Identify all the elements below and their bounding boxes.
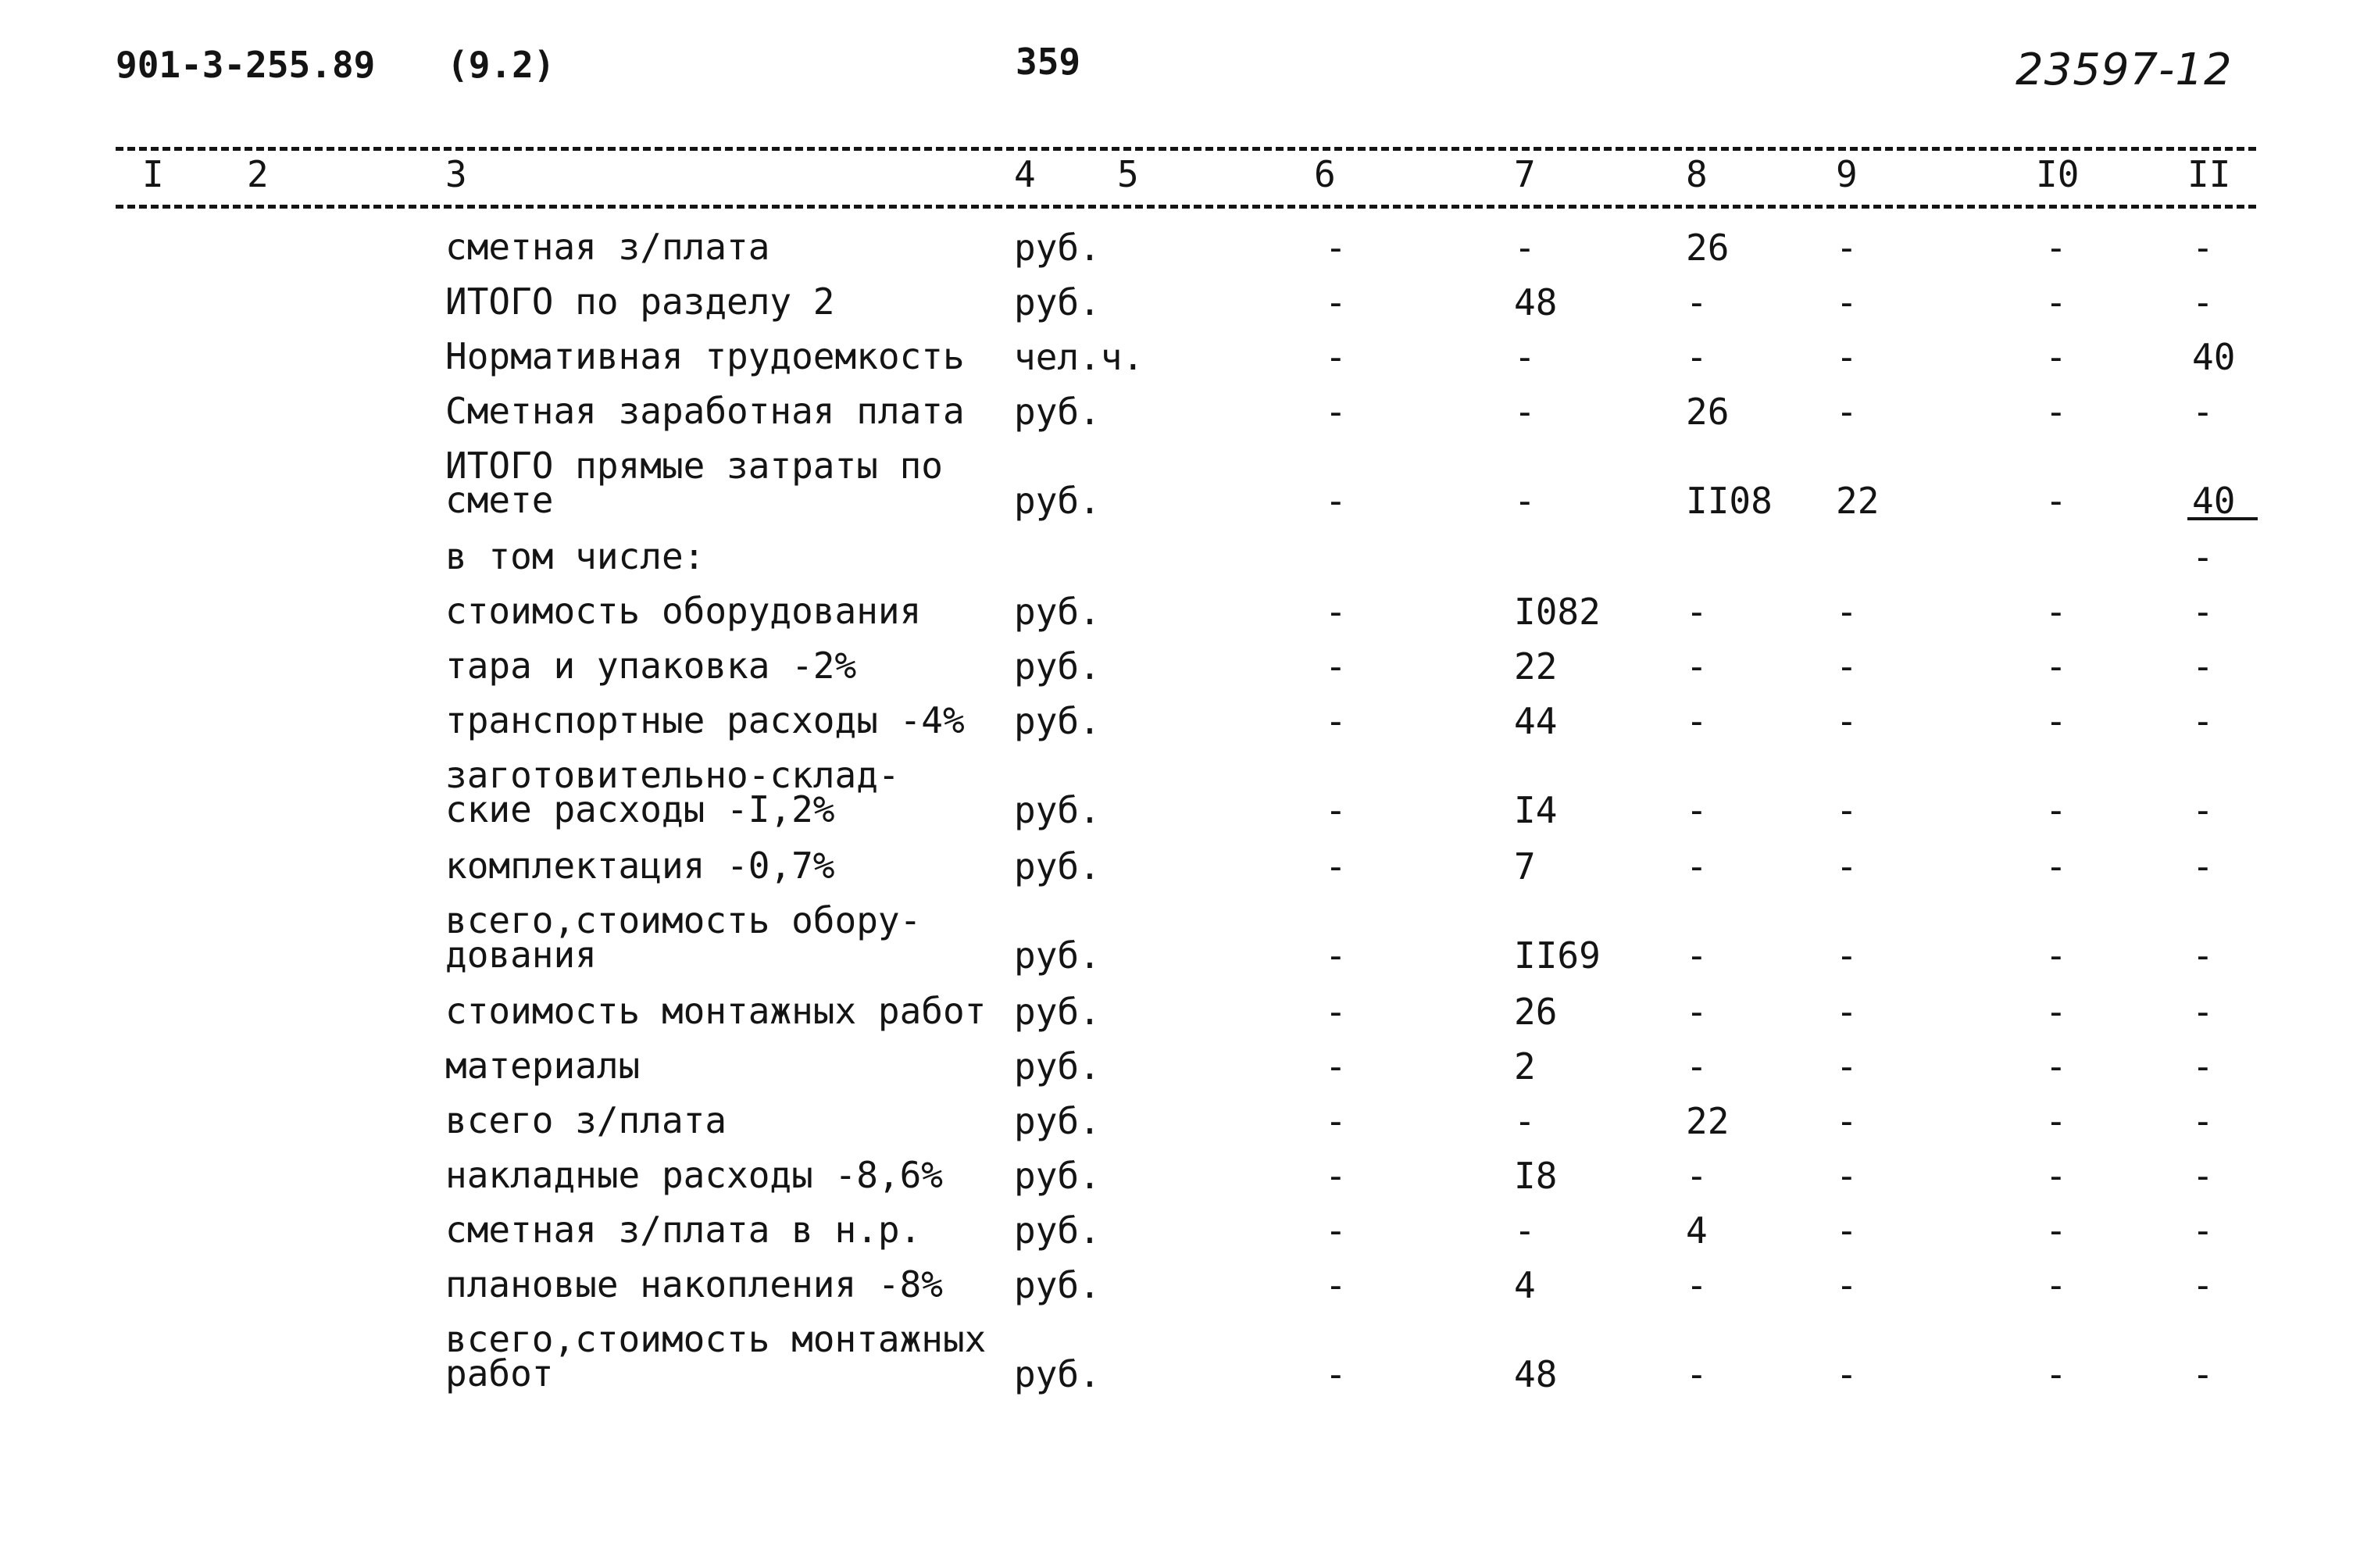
cell-c11: -: [2192, 789, 2214, 831]
cell-c11: -: [2192, 1209, 2214, 1252]
cell-c10: -: [2045, 845, 2067, 888]
cell-c9: 22: [1836, 480, 1880, 522]
row-description: ские расходы -I,2%: [445, 788, 835, 830]
cell-c6: -: [1325, 480, 1347, 522]
cell-c7: 48: [1514, 281, 1558, 323]
cell-unit: руб.: [1014, 991, 1101, 1033]
row-description: стоимость монтажных работ: [445, 990, 987, 1032]
cell-c6: -: [1325, 1353, 1347, 1395]
cell-c9: -: [1836, 845, 1858, 888]
cell-c7: I8: [1514, 1155, 1558, 1197]
cell-c8: -: [1686, 700, 1708, 742]
total-underline: [2187, 517, 2258, 520]
cell-c11: -: [2192, 591, 2214, 633]
row-description: Сметная заработная плата: [445, 390, 965, 432]
row-description: всего з/плата: [445, 1099, 727, 1141]
column-header-4: 4: [1014, 153, 1036, 195]
cell-c11: -: [2192, 934, 2214, 977]
cell-c10: -: [2045, 991, 2067, 1033]
cell-c8: 4: [1686, 1209, 1708, 1252]
cell-c10: -: [2045, 227, 2067, 269]
cell-c11: -: [2192, 536, 2214, 578]
row-description: стоимость оборудования: [445, 590, 922, 632]
cell-c11: -: [2192, 1264, 2214, 1306]
row-description: ИТОГО прямые затраты по: [445, 445, 943, 487]
cell-c9: -: [1836, 227, 1858, 269]
row-description: накладные расходы -8,6%: [445, 1154, 943, 1196]
cell-c11: -: [2192, 391, 2214, 433]
cell-c10: -: [2045, 1353, 2067, 1395]
cell-c8: -: [1686, 934, 1708, 977]
cell-c8: -: [1686, 991, 1708, 1033]
cell-c6: -: [1325, 1209, 1347, 1252]
row-description: тара и упаковка -2%: [445, 645, 857, 687]
cell-c7: -: [1514, 1100, 1536, 1142]
cell-c11: -: [2192, 700, 2214, 742]
cell-c9: -: [1836, 1264, 1858, 1306]
column-header-5: 5: [1117, 153, 1139, 195]
cell-c7: -: [1514, 1209, 1536, 1252]
column-header-1: I: [142, 153, 164, 195]
row-description: сметная з/плата в н.р.: [445, 1209, 922, 1251]
cell-c7: 7: [1514, 845, 1536, 888]
cell-c7: 48: [1514, 1353, 1558, 1395]
cell-unit: руб.: [1014, 1264, 1101, 1306]
cell-c9: -: [1836, 789, 1858, 831]
row-description: всего,стоимость монтажных: [445, 1318, 987, 1360]
column-header-2: 2: [247, 153, 269, 195]
cell-c8: -: [1686, 645, 1708, 688]
cell-c7: 26: [1514, 991, 1558, 1033]
top-dashed-rule: [116, 147, 2256, 151]
row-description: материалы: [445, 1045, 641, 1087]
cell-c10: -: [2045, 1155, 2067, 1197]
cell-c6: -: [1325, 336, 1347, 378]
cell-c11: -: [2192, 1045, 2214, 1088]
row-description: дования: [445, 934, 597, 976]
cell-c10: -: [2045, 1100, 2067, 1142]
row-description: работ: [445, 1352, 554, 1395]
cell-unit: руб.: [1014, 934, 1101, 977]
header-bottom-dashed-rule: [116, 205, 2256, 209]
cell-unit: руб.: [1014, 391, 1101, 433]
row-description: транспортные расходы -4%: [445, 699, 965, 741]
cell-c7: -: [1514, 227, 1536, 269]
cell-c10: -: [2045, 336, 2067, 378]
cell-c9: -: [1836, 934, 1858, 977]
cell-unit: руб.: [1014, 1353, 1101, 1395]
cell-unit: руб.: [1014, 845, 1101, 888]
cell-c6: -: [1325, 645, 1347, 688]
page-number: 359: [1016, 41, 1081, 83]
cell-c6: -: [1325, 391, 1347, 433]
cell-c8: -: [1686, 1353, 1708, 1395]
cell-c8: -: [1686, 1045, 1708, 1088]
cell-c6: -: [1325, 991, 1347, 1033]
cell-c9: -: [1836, 281, 1858, 323]
cell-c11: -: [2192, 1353, 2214, 1395]
cell-c6: -: [1325, 700, 1347, 742]
cell-c8: -: [1686, 591, 1708, 633]
cell-c7: 2: [1514, 1045, 1536, 1088]
cell-c11: 40: [2192, 480, 2236, 522]
column-header-7: 7: [1514, 153, 1536, 195]
cell-c9: -: [1836, 1353, 1858, 1395]
column-header-9: 9: [1836, 153, 1858, 195]
cell-c11: -: [2192, 227, 2214, 269]
cell-c10: -: [2045, 480, 2067, 522]
row-description: сметная з/плата: [445, 226, 770, 268]
cell-c10: -: [2045, 391, 2067, 433]
cell-c6: -: [1325, 1264, 1347, 1306]
cell-c9: -: [1836, 336, 1858, 378]
cell-c6: -: [1325, 281, 1347, 323]
cell-c9: -: [1836, 991, 1858, 1033]
cell-c6: -: [1325, 845, 1347, 888]
column-header-3: 3: [445, 153, 467, 195]
cell-c10: -: [2045, 934, 2067, 977]
cell-c8: -: [1686, 336, 1708, 378]
cell-c10: -: [2045, 1045, 2067, 1088]
cell-c8: II08: [1686, 480, 1773, 522]
row-description: смете: [445, 479, 554, 521]
cell-c8: 22: [1686, 1100, 1730, 1142]
cell-c7: 4: [1514, 1264, 1536, 1306]
cell-c10: -: [2045, 1209, 2067, 1252]
cell-c6: -: [1325, 1045, 1347, 1088]
column-header-8: 8: [1686, 153, 1708, 195]
cell-c7: II69: [1514, 934, 1601, 977]
section-number: (9.2): [447, 44, 555, 86]
cell-c10: -: [2045, 789, 2067, 831]
cell-c8: -: [1686, 1155, 1708, 1197]
cell-c9: -: [1836, 700, 1858, 742]
cell-c8: 26: [1686, 227, 1730, 269]
cell-unit: руб.: [1014, 480, 1101, 522]
cell-c10: -: [2045, 591, 2067, 633]
cell-c11: -: [2192, 991, 2214, 1033]
cell-unit: чел.ч.: [1014, 336, 1144, 378]
cell-c6: -: [1325, 934, 1347, 977]
cell-c7: -: [1514, 391, 1536, 433]
cell-c6: -: [1325, 591, 1347, 633]
cell-unit: руб.: [1014, 591, 1101, 633]
cell-c10: -: [2045, 645, 2067, 688]
row-description: комплектация -0,7%: [445, 845, 835, 887]
cell-c9: -: [1836, 645, 1858, 688]
row-description: плановые накопления -8%: [445, 1263, 943, 1305]
cell-c11: -: [2192, 645, 2214, 688]
document-code: 901-3-255.89: [116, 44, 376, 86]
cell-c6: -: [1325, 789, 1347, 831]
cell-c7: I4: [1514, 789, 1558, 831]
column-header-6: 6: [1314, 153, 1336, 195]
cell-c10: -: [2045, 281, 2067, 323]
row-description: ИТОГО по разделу 2: [445, 280, 835, 323]
row-description: заготовительно-склад-: [445, 754, 900, 796]
row-description: Нормативная трудоемкость: [445, 335, 965, 377]
cell-c7: 22: [1514, 645, 1558, 688]
cell-unit: руб.: [1014, 789, 1101, 831]
cell-c11: -: [2192, 281, 2214, 323]
cell-unit: руб.: [1014, 645, 1101, 688]
cell-c9: -: [1836, 591, 1858, 633]
cell-c11: -: [2192, 1100, 2214, 1142]
cell-c9: -: [1836, 1100, 1858, 1142]
cell-c8: -: [1686, 1264, 1708, 1306]
cell-unit: руб.: [1014, 1100, 1101, 1142]
cell-unit: руб.: [1014, 1155, 1101, 1197]
cell-c7: 44: [1514, 700, 1558, 742]
cell-unit: руб.: [1014, 1209, 1101, 1252]
column-header-10: I0: [2036, 153, 2080, 195]
row-description: в том числе:: [445, 535, 705, 577]
cell-c11: -: [2192, 1155, 2214, 1197]
cell-unit: руб.: [1014, 227, 1101, 269]
cell-c7: I082: [1514, 591, 1601, 633]
row-description: всего,стоимость обору-: [445, 899, 922, 941]
cell-c9: -: [1836, 391, 1858, 433]
cell-c10: -: [2045, 700, 2067, 742]
cell-unit: руб.: [1014, 1045, 1101, 1088]
cell-c6: -: [1325, 1100, 1347, 1142]
cell-c7: -: [1514, 480, 1536, 522]
cell-c11: -: [2192, 845, 2214, 888]
cell-c9: -: [1836, 1209, 1858, 1252]
cell-unit: руб.: [1014, 281, 1101, 323]
archive-number: 23597-12: [2016, 45, 2233, 95]
column-header-11: II: [2187, 153, 2231, 195]
cell-c10: -: [2045, 1264, 2067, 1306]
cell-c8: 26: [1686, 391, 1730, 433]
cell-c9: -: [1836, 1045, 1858, 1088]
cell-c11: 40: [2192, 336, 2236, 378]
cell-c8: -: [1686, 281, 1708, 323]
cell-c8: -: [1686, 789, 1708, 831]
cell-c9: -: [1836, 1155, 1858, 1197]
cell-c6: -: [1325, 227, 1347, 269]
cell-c8: -: [1686, 845, 1708, 888]
cell-unit: руб.: [1014, 700, 1101, 742]
cell-c7: -: [1514, 336, 1536, 378]
cell-c6: -: [1325, 1155, 1347, 1197]
